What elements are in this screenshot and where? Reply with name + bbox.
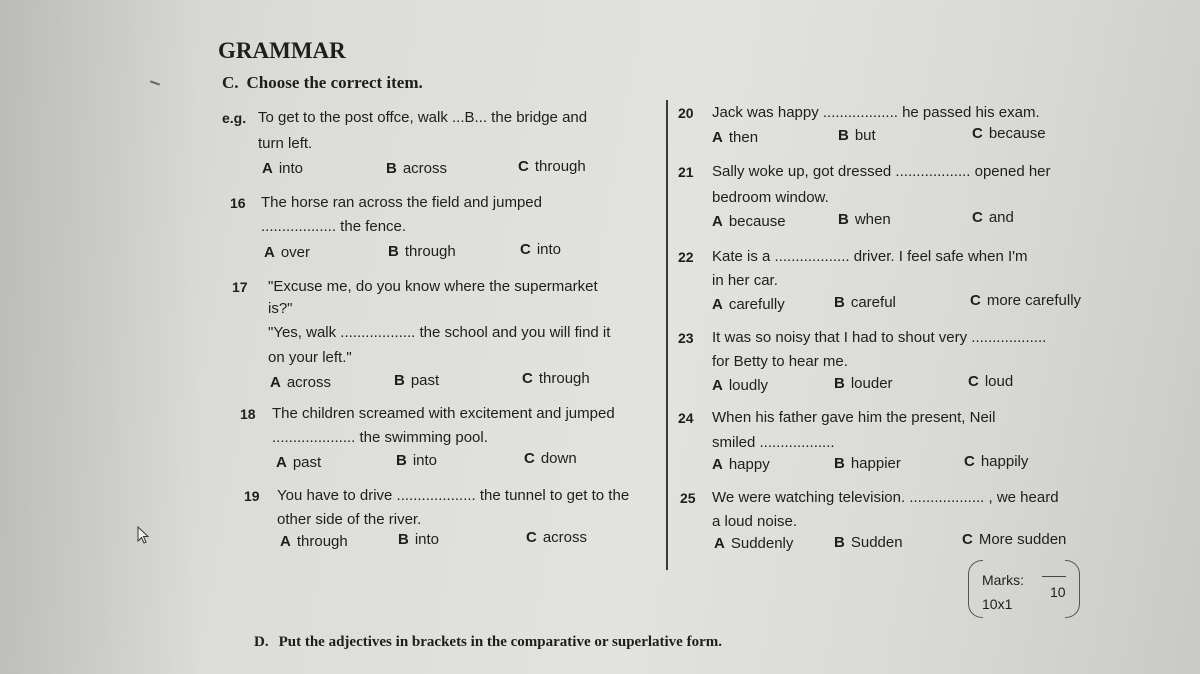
question-text: smiled .................. [712,434,835,451]
question-text: is?" [268,300,293,317]
section-c-heading [222,73,423,93]
page-shadow [0,0,200,674]
option-a[interactable]: A into [262,160,304,177]
option-c[interactable]: C happily [964,453,1029,470]
question-number: 25 [680,490,696,506]
option-c[interactable]: C down [524,450,577,467]
option-b[interactable]: B when [838,211,891,228]
option-a[interactable]: A over [264,244,311,261]
question-text: To get to the post offce, walk ...B... the bridge and [258,109,588,126]
option-b[interactable]: B into [396,452,438,469]
question-text: We were watching television. .................. , we heard [712,489,1059,506]
option-b[interactable]: B through [388,243,456,260]
question-text: Kate is a .................. driver. I feel safe when I'm [712,248,1028,265]
question-text: for Betty to hear me. [712,353,848,370]
question-text: .................... the swimming pool. [272,429,488,446]
marks-box [968,560,1080,618]
option-b[interactable]: B past [394,372,440,389]
question-text: bedroom window. [712,189,829,206]
option-a[interactable]: A then [712,129,759,146]
section-d-heading [254,634,722,651]
option-b[interactable]: B but [838,127,876,144]
question-text: on your left." [268,349,352,366]
option-c[interactable]: C across [526,529,588,546]
option-a[interactable]: A past [276,454,322,471]
column-divider [666,100,668,570]
option-a[interactable]: A through [280,533,348,550]
question-text: a loud noise. [712,513,798,530]
option-c[interactable]: C through [518,158,586,175]
question-number: 16 [230,195,246,211]
question-number: 17 [232,279,248,295]
option-c[interactable]: C into [520,241,562,258]
question-text: The children screamed with excitement and jumped [272,405,615,422]
section-c-label: C. [222,73,239,92]
option-c[interactable]: C and [972,209,1014,226]
question-number: 18 [240,406,256,422]
question-text: When his father gave him the present, Neil [712,409,996,426]
marks-divider [1042,576,1066,577]
option-a[interactable]: A happy [712,456,770,473]
option-b[interactable]: B into [398,531,440,548]
option-a[interactable]: A carefully [712,296,785,313]
option-b[interactable]: B happier [834,455,901,472]
question-number: 23 [678,330,694,346]
question-text: other side of the river. [277,511,422,528]
question-number: 22 [678,249,694,265]
question-text: Jack was happy .................. he passed his exam. [712,104,1040,121]
bracket-left [968,560,983,618]
question-number: 21 [678,164,694,180]
question-text: You have to drive ................... the tunnel to get to the [277,487,630,504]
option-a[interactable]: A Suddenly [714,535,794,552]
question-text: "Yes, walk .................. the school and you will find it [268,324,611,341]
section-d-label: D. [254,634,269,650]
option-c[interactable]: C through [522,370,590,387]
option-a[interactable]: A loudly [712,377,769,394]
question-number: 20 [678,105,694,121]
option-b[interactable]: B across [386,160,448,177]
question-number: 24 [678,410,694,426]
question-text: Sally woke up, got dressed .................. opened her [712,163,1051,180]
marks-label: Marks: [982,572,1024,588]
page-title: GRAMMAR [218,38,346,63]
question-text: turn left. [258,135,313,152]
option-c[interactable]: C More sudden [962,531,1067,548]
option-c[interactable]: C more carefully [970,292,1082,309]
section-d-text: Put the adjectives in brackets in the comparative or superlative form. [278,634,722,650]
option-a[interactable]: A because [712,213,786,230]
option-c[interactable]: C because [972,125,1046,142]
question-text: .................. the fence. [261,218,407,235]
question-number: e.g. [222,110,247,126]
option-b[interactable]: B Sudden [834,534,903,551]
bracket-right [1065,560,1080,618]
question-text: It was so noisy that I had to shout very .................. [712,329,1047,346]
marks-total: 10 [1050,584,1066,600]
question-text: "Excuse me, do you know where the supermarket [268,278,598,295]
question-text: in her car. [712,272,778,289]
option-b[interactable]: B louder [834,375,893,392]
option-a[interactable]: A across [270,374,332,391]
option-b[interactable]: B careful [834,294,896,311]
question-text: The horse ran across the field and jumped [261,194,542,211]
marks-formula: 10x1 [982,596,1013,612]
mouse-pointer-icon [136,526,150,544]
option-c[interactable]: C loud [968,373,1014,390]
section-c-text: Choose the correct item. [246,73,423,92]
question-number: 19 [244,488,260,504]
